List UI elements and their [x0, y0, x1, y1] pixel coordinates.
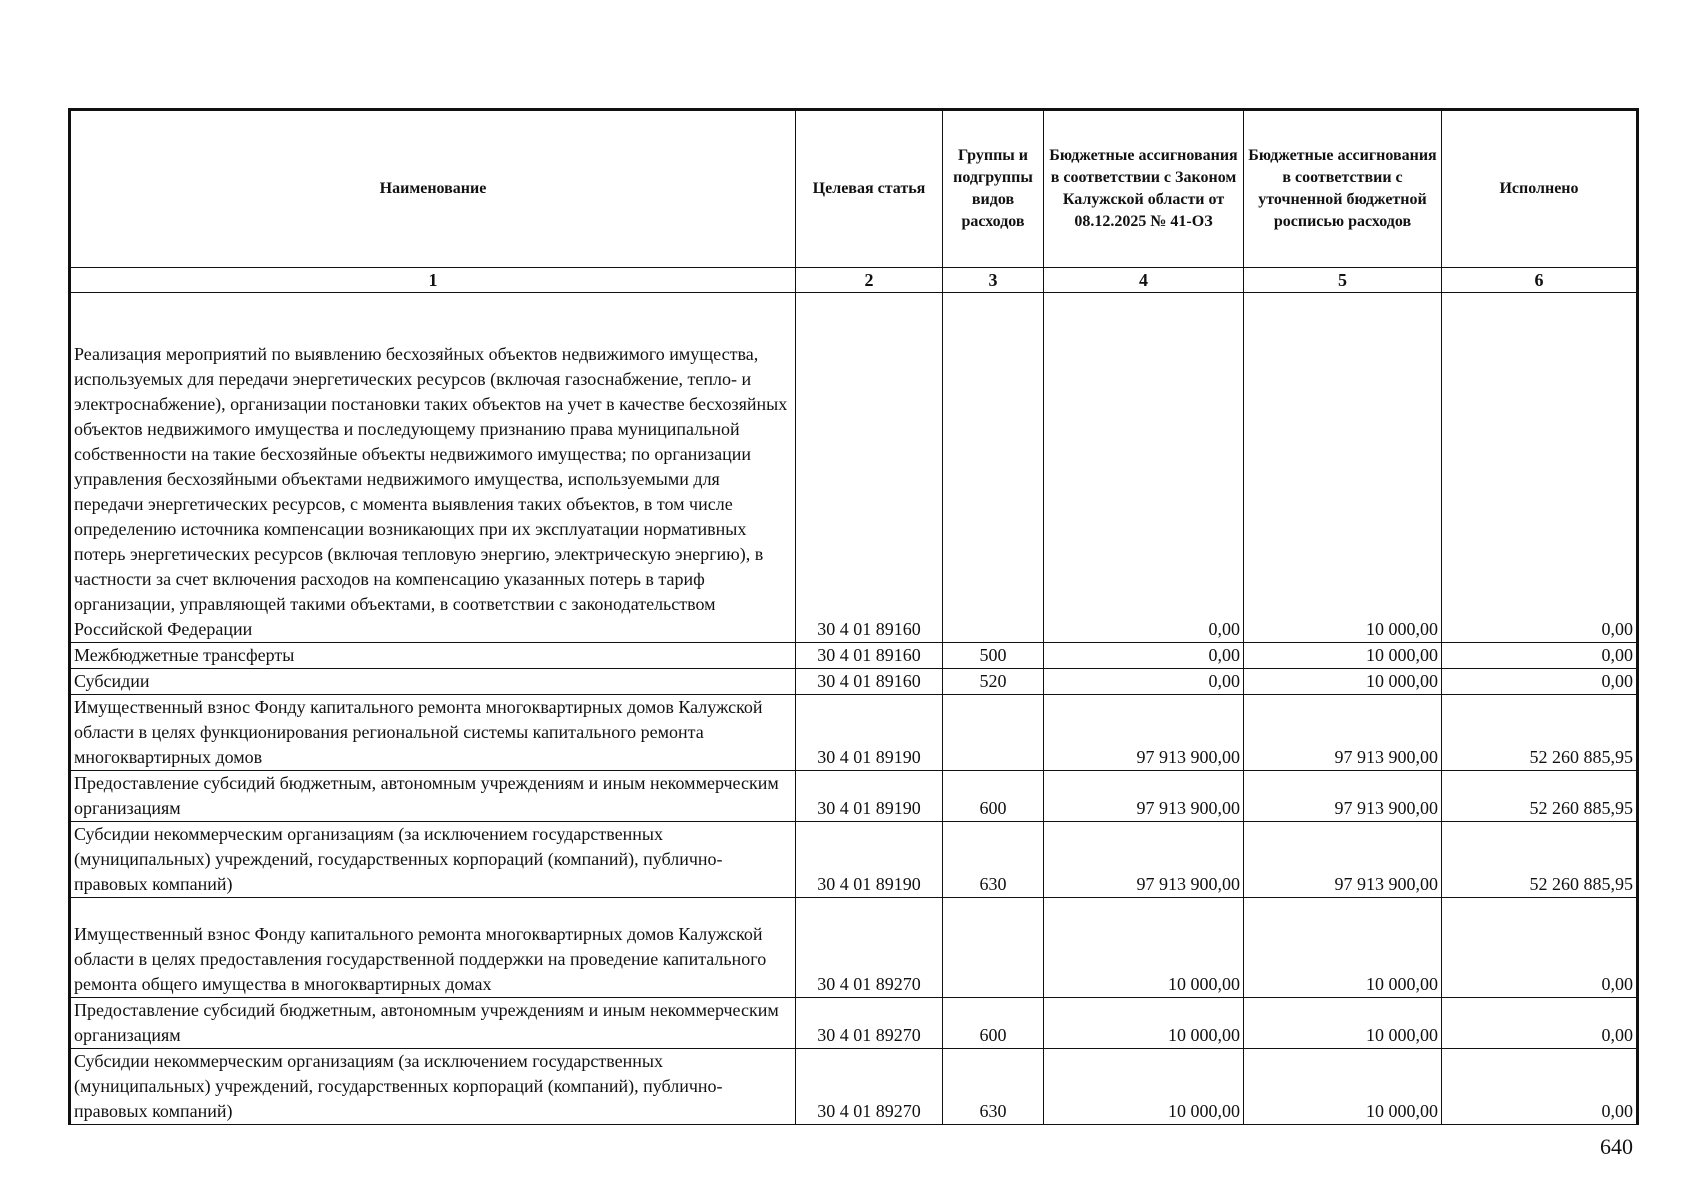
column-number: 6	[1442, 268, 1638, 293]
table-header-row	[70, 110, 1638, 268]
row-executed-amount: 0,00	[1442, 898, 1638, 998]
row-law-amount: 0,00	[1044, 643, 1244, 669]
header-law-allocations: Бюджетные ассигнования в соответствии с Законом Калужской области от 08.12.2025 № 41-ОЗ	[1044, 110, 1244, 268]
row-executed-amount: 52 260 885,95	[1442, 771, 1638, 822]
row-law-amount: 0,00	[1044, 669, 1244, 695]
row-target-article: 30 4 01 89160	[796, 669, 943, 695]
table-row	[70, 822, 1638, 898]
row-law-amount: 97 913 900,00	[1044, 695, 1244, 771]
column-number: 3	[943, 268, 1044, 293]
column-number: 4	[1044, 268, 1244, 293]
row-name: Реализация мероприятий по выявлению бесхозяйных объектов недвижимого имущества, используемых для передачи энергетических ресурсов (включая газоснабжение, тепло- и электроснабжение), организации постановки таких объектов на учет в качестве бесхозяйных объектов недвижимого имущества и последующему признанию права муниципальной собственности на такие бесхозяйные объекты недвижимого имущества; по организации управления бесхозяйными объектами недвижимого имущества, используемыми для передачи энергетических ресурсов, с момента выявления таких объектов, в том числе определению источника компенсации возникающих при их эксплуатации нормативных потерь энергетических ресурсов (включая тепловую энергию, электрическую энергию), в частности за счет включения расходов на компенсацию указанных потерь в тариф организации, управляющей такими объектами, в соответствии с законодательством Российской Федерации	[70, 293, 796, 643]
row-name: Субсидии некоммерческим организациям (за исключением государственных (муниципальных) учреждений, государственных корпораций (компаний), публично-правовых компаний)	[70, 1049, 796, 1125]
row-revised-amount: 97 913 900,00	[1244, 695, 1442, 771]
header-revised-allocations: Бюджетные ассигнования в соответствии с уточненной бюджетной росписью расходов	[1244, 110, 1442, 268]
table-row	[70, 293, 1638, 643]
row-law-amount: 97 913 900,00	[1044, 771, 1244, 822]
column-number-row	[70, 268, 1638, 293]
row-name: Предоставление субсидий бюджетным, автономным учреждениям и иным некоммерческим организациям	[70, 771, 796, 822]
row-revised-amount: 10 000,00	[1244, 898, 1442, 998]
row-expense-group	[943, 898, 1044, 998]
row-executed-amount: 52 260 885,95	[1442, 695, 1638, 771]
row-target-article: 30 4 01 89160	[796, 643, 943, 669]
row-revised-amount: 10 000,00	[1244, 998, 1442, 1049]
row-expense-group	[943, 293, 1044, 643]
row-executed-amount: 0,00	[1442, 293, 1638, 643]
row-target-article: 30 4 01 89190	[796, 695, 943, 771]
row-expense-group: 630	[943, 822, 1044, 898]
row-expense-group: 600	[943, 998, 1044, 1049]
table-row	[70, 898, 1638, 998]
row-expense-group: 500	[943, 643, 1044, 669]
row-revised-amount: 10 000,00	[1244, 669, 1442, 695]
row-name: Предоставление субсидий бюджетным, автономным учреждениям и иным некоммерческим организациям	[70, 998, 796, 1049]
row-name: Межбюджетные трансферты	[70, 643, 796, 669]
row-executed-amount: 0,00	[1442, 1049, 1638, 1125]
table-row	[70, 1049, 1638, 1125]
row-expense-group: 600	[943, 771, 1044, 822]
column-number: 5	[1244, 268, 1442, 293]
row-revised-amount: 10 000,00	[1244, 1049, 1442, 1125]
row-target-article: 30 4 01 89270	[796, 1049, 943, 1125]
table-row	[70, 771, 1638, 822]
row-target-article: 30 4 01 89270	[796, 998, 943, 1049]
row-revised-amount: 97 913 900,00	[1244, 771, 1442, 822]
column-number: 1	[70, 268, 796, 293]
budget-table	[68, 108, 1639, 1125]
header-expense-groups: Группы и подгруппы видов расходов	[943, 110, 1044, 268]
row-name: Субсидии	[70, 669, 796, 695]
row-name: Субсидии некоммерческим организациям (за исключением государственных (муниципальных) учреждений, государственных корпораций (компаний), публично-правовых компаний)	[70, 822, 796, 898]
row-name: Имущественный взнос Фонду капитального ремонта многоквартирных домов Калужской области в целях предоставления государственной поддержки на проведение капитального ремонта общего имущества в многоквартирных домах	[70, 898, 796, 998]
row-expense-group: 630	[943, 1049, 1044, 1125]
row-law-amount: 0,00	[1044, 293, 1244, 643]
row-revised-amount: 10 000,00	[1244, 293, 1442, 643]
table-row	[70, 669, 1638, 695]
row-law-amount: 10 000,00	[1044, 898, 1244, 998]
row-executed-amount: 0,00	[1442, 643, 1638, 669]
column-number: 2	[796, 268, 943, 293]
row-target-article: 30 4 01 89270	[796, 898, 943, 998]
row-revised-amount: 97 913 900,00	[1244, 822, 1442, 898]
row-law-amount: 10 000,00	[1044, 1049, 1244, 1125]
row-target-article: 30 4 01 89190	[796, 771, 943, 822]
header-executed: Исполнено	[1442, 110, 1638, 268]
row-executed-amount: 0,00	[1442, 998, 1638, 1049]
table-row	[70, 643, 1638, 669]
row-law-amount: 10 000,00	[1044, 998, 1244, 1049]
row-executed-amount: 0,00	[1442, 669, 1638, 695]
row-law-amount: 97 913 900,00	[1044, 822, 1244, 898]
row-target-article: 30 4 01 89190	[796, 822, 943, 898]
row-executed-amount: 52 260 885,95	[1442, 822, 1638, 898]
row-revised-amount: 10 000,00	[1244, 643, 1442, 669]
table-row	[70, 695, 1638, 771]
row-expense-group	[943, 695, 1044, 771]
header-name: Наименование	[70, 110, 796, 268]
page-number: 640	[1600, 1134, 1633, 1159]
row-expense-group: 520	[943, 669, 1044, 695]
row-target-article: 30 4 01 89160	[796, 293, 943, 643]
table-row	[70, 998, 1638, 1049]
row-name: Имущественный взнос Фонду капитального ремонта многоквартирных домов Калужской области в целях функционирования региональной системы капитального ремонта многоквартирных домов	[70, 695, 796, 771]
header-target-article: Целевая статья	[796, 110, 943, 268]
